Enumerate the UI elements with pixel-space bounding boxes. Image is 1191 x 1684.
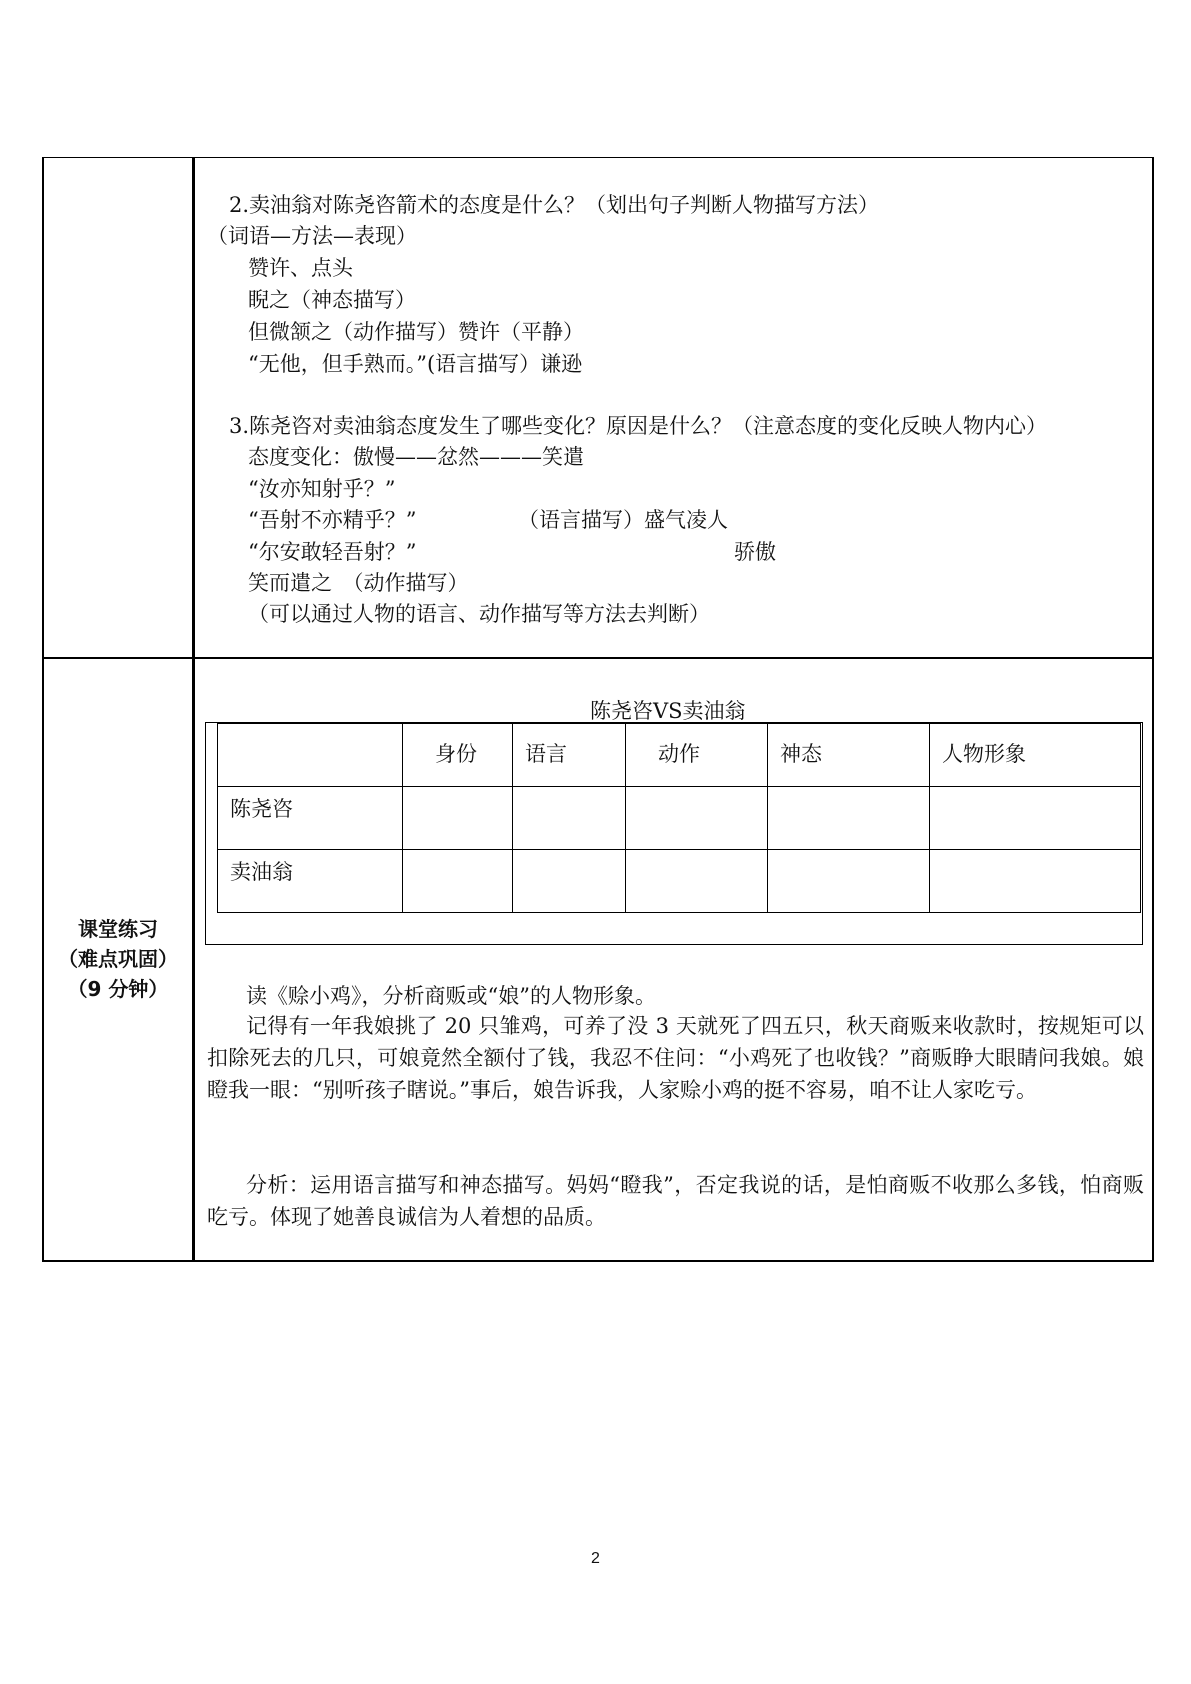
page-number: 2 [591, 1550, 600, 1567]
table-row [218, 787, 1141, 850]
table-row [218, 850, 1141, 913]
header-cell-expression: 神态 [768, 724, 930, 787]
header-cell-action: 动作 [626, 724, 768, 787]
table-header-row [218, 724, 1141, 787]
question-2: 2.卖油翁对陈尧咨箭术的态度是什么？（划出句子判断人物描写方法） [229, 193, 880, 217]
answer-line-4: “无他，但手熟而。”(语言描写）谦逊 [248, 352, 583, 376]
table-cell [513, 850, 626, 913]
quote-3: “尔安敢轻吾射？” [248, 540, 417, 564]
question-3: 3.陈尧咨对卖油翁态度发生了哪些变化？原因是什么？（注意态度的变化反映人物内心） [229, 414, 1048, 438]
reading-prompt: 读《赊小鸡》，分析商贩或“娘”的人物形象。 [246, 984, 656, 1008]
method-note: （可以通过人物的语言、动作描写等方法去判断） [248, 602, 710, 626]
attitude-change: 态度变化：傲慢——忿然———笑遣 [248, 445, 584, 469]
question-2-hint: （词语—方法—表现） [207, 224, 417, 248]
reading-passage: 记得有一年我娘挑了 20 只雏鸡，可养了没 3 天就死了四五只，秋天商贩来收款时，按规矩可以扣除死去的几只，可娘竟然全额付了钱，我忍不住问：“小鸡死了也收钱？”商贩睁大眼睛问我娘。娘瞪我一眼：“别听孩子瞎说。”事后，娘告诉我，人家赊小鸡的挺不容易，咱不让人家吃亏。 [207, 1014, 1144, 1102]
section-label-time: （9 分钟） [67, 977, 169, 1001]
header-cell-language: 语言 [513, 724, 626, 787]
comparison-table [217, 723, 1141, 913]
answer-line-1: 赞许、点头 [248, 256, 353, 280]
table-cell [930, 850, 1141, 913]
quote-2: “吾射不亦精乎？” [248, 508, 417, 532]
row-label-oilseller: 卖油翁 [218, 850, 403, 913]
table-cell [626, 850, 768, 913]
quote-3-analysis: 骄傲 [734, 540, 776, 564]
analysis-paragraph: 分析：运用语言描写和神态描写。妈妈“瞪我”，否定我说的话，是怕商贩不收那么多钱，怕商贩吃亏。体现了她善良诚信为人着想的品质。 [207, 1173, 1144, 1229]
column-divider [192, 157, 195, 1262]
quote-2-analysis: （语言描写）盛气凌人 [518, 508, 728, 532]
row-divider [42, 657, 1154, 659]
table-cell [930, 787, 1141, 850]
answer-line-2: 睨之（神态描写） [248, 288, 416, 312]
section-label-title: 课堂练习 [78, 917, 158, 941]
table-cell [626, 787, 768, 850]
action-line: 笑而遣之 （动作描写） [248, 571, 469, 595]
header-cell-image: 人物形象 [930, 724, 1141, 787]
row-label-chen: 陈尧咨 [218, 787, 403, 850]
table-cell [513, 787, 626, 850]
section-label-subtitle: （难点巩固） [58, 947, 178, 971]
table-cell [403, 787, 513, 850]
header-cell-identity: 身份 [403, 724, 513, 787]
header-cell-blank [218, 724, 403, 787]
answer-line-3: 但微颔之（动作描写）赞许（平静） [248, 320, 584, 344]
table-cell [768, 850, 930, 913]
quote-1: “汝亦知射乎？” [248, 477, 396, 501]
table-cell [403, 850, 513, 913]
table-cell [768, 787, 930, 850]
comparison-table-title: 陈尧咨VS卖油翁 [590, 699, 746, 723]
